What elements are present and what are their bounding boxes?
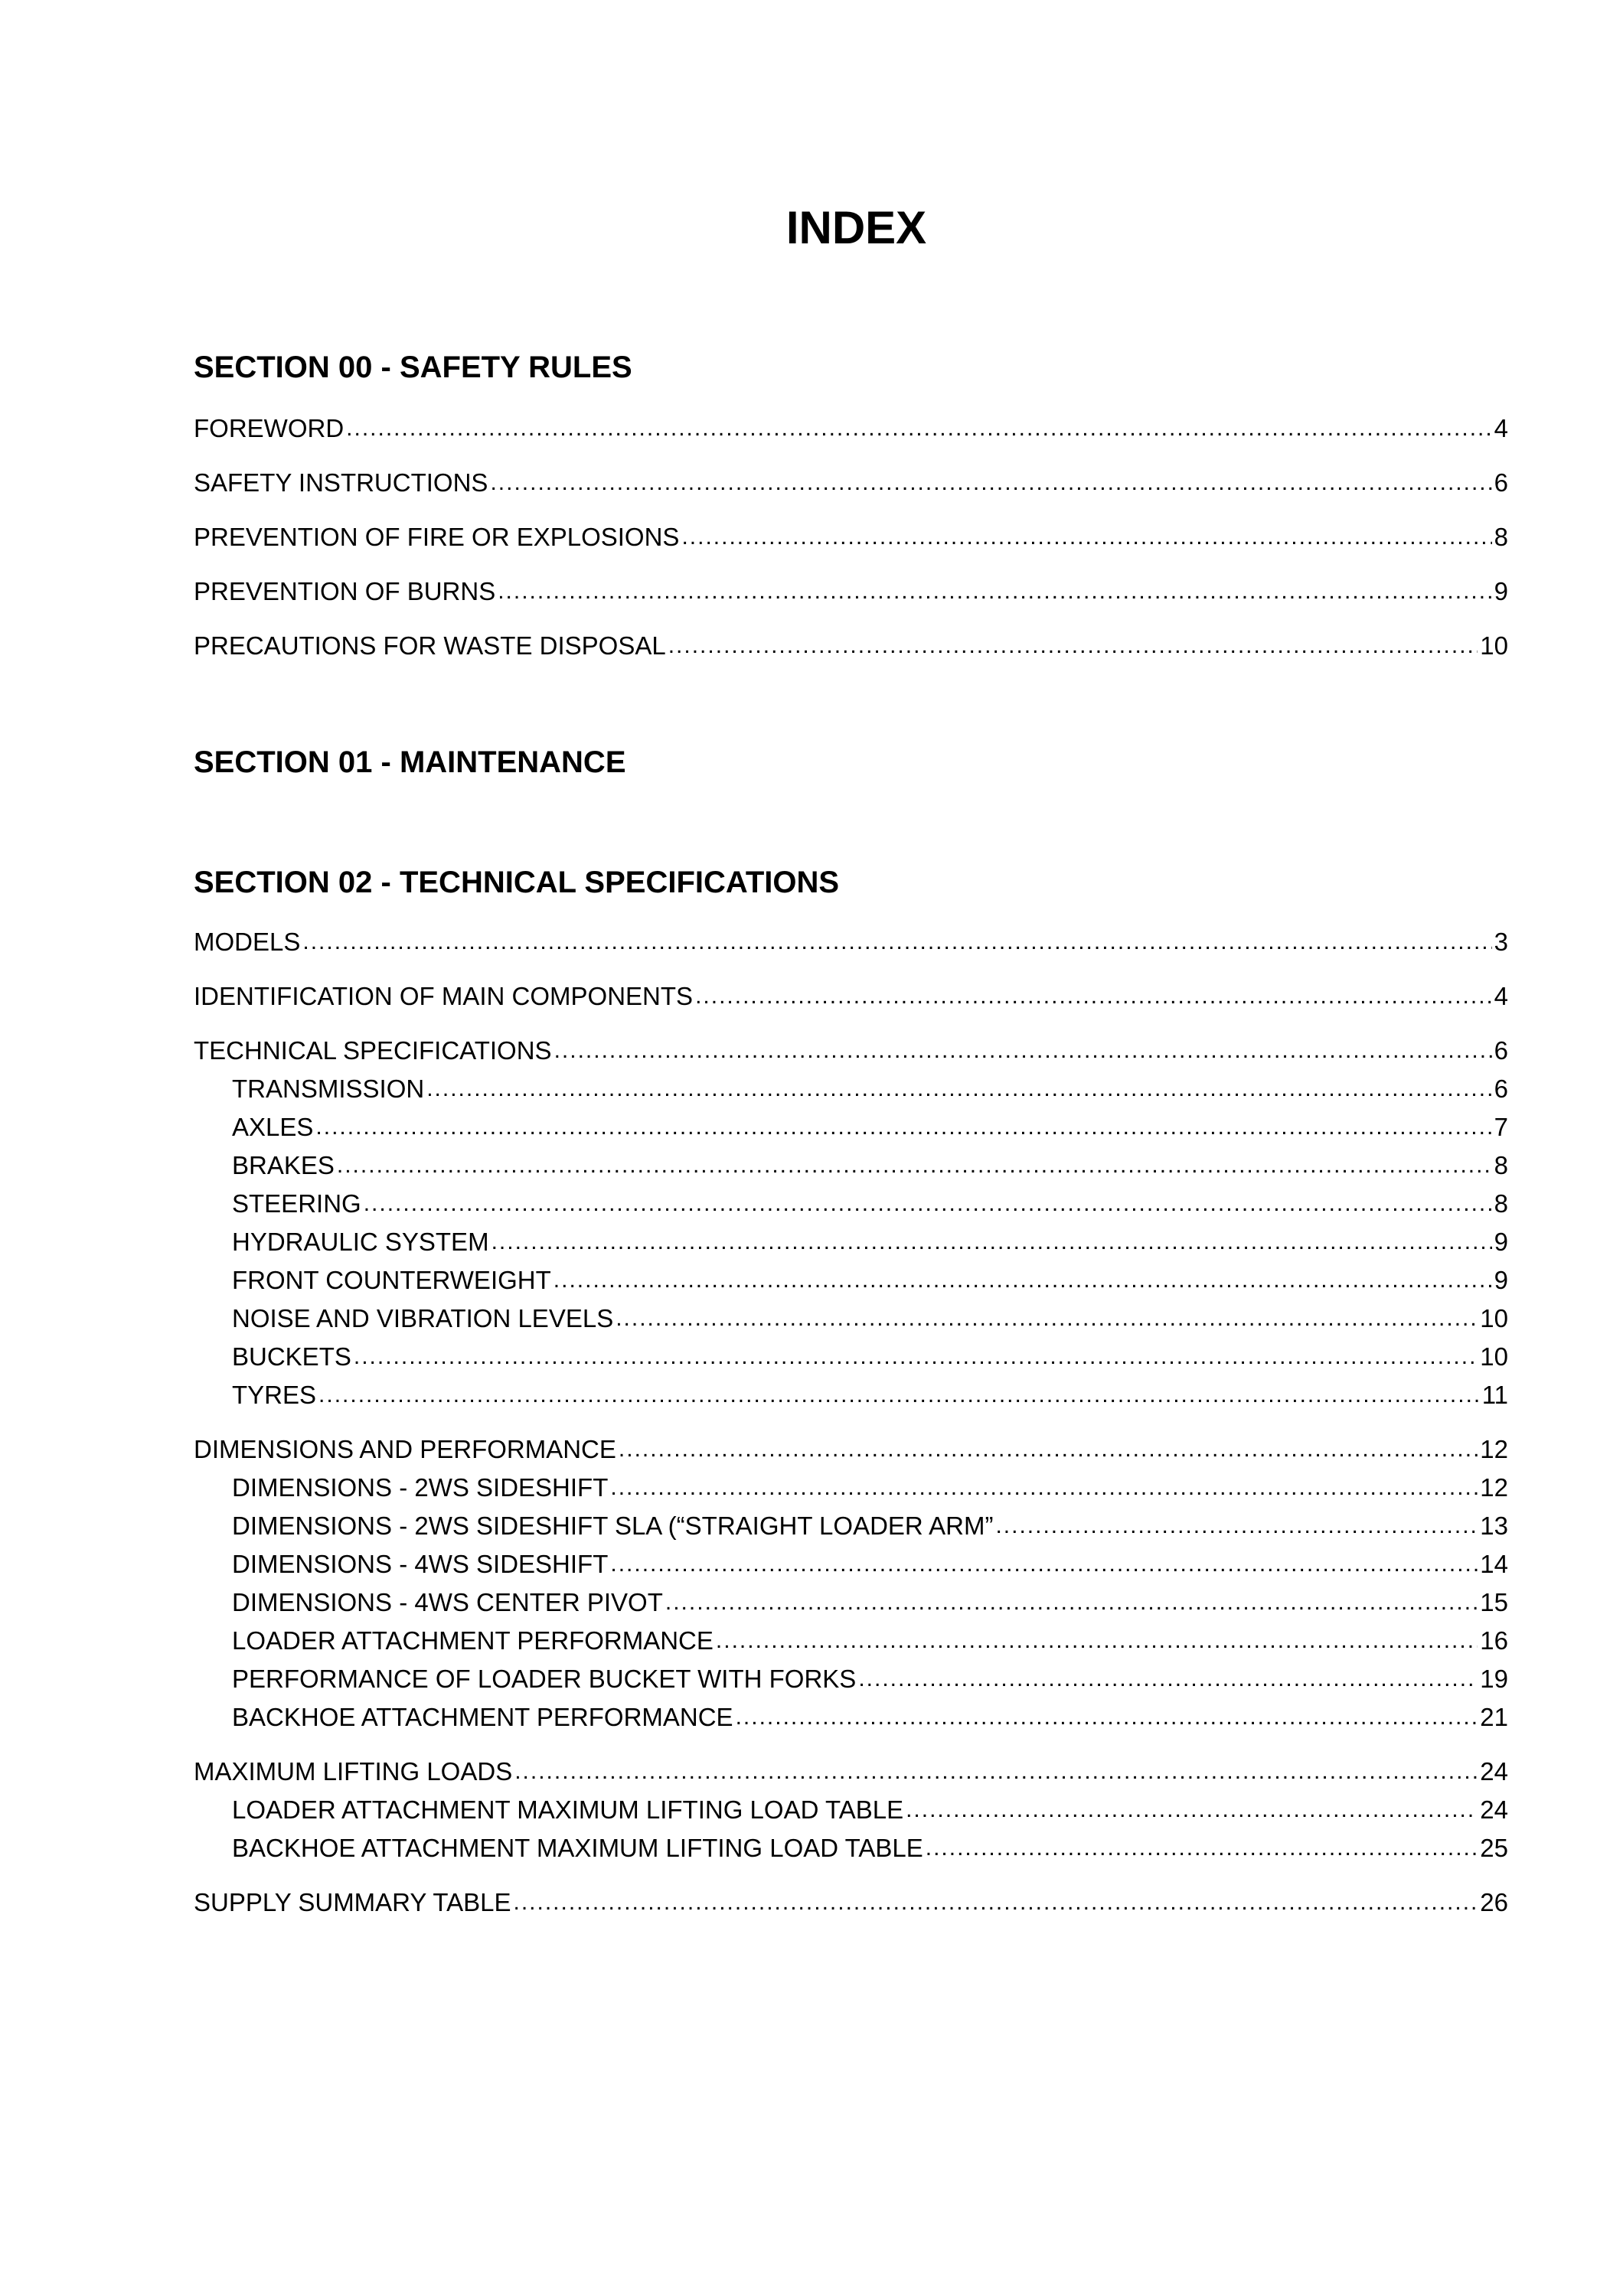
toc-entry-backhoe-attachment-performance[interactable]: [232, 1702, 1508, 1733]
dot-leader: [302, 925, 1491, 957]
toc-entry-dimensions-2ws-sla[interactable]: [232, 1511, 1508, 1541]
toc-entry-page: 14: [1480, 1550, 1508, 1578]
toc-entry-page: 10: [1480, 1342, 1508, 1371]
dot-leader: [681, 520, 1491, 553]
toc-entry-label: MAXIMUM LIFTING LOADS: [194, 1757, 513, 1786]
toc-entry-noise-vibration[interactable]: [232, 1303, 1508, 1334]
toc-entry-axles[interactable]: [232, 1112, 1508, 1143]
toc-entry-page: 26: [1480, 1888, 1508, 1916]
toc-entry-front-counterweight[interactable]: [232, 1265, 1508, 1296]
section-heading-safety-rules: SECTION 00 - SAFETY RULES: [194, 351, 632, 384]
dot-leader: [498, 575, 1491, 607]
dot-leader: [906, 1793, 1478, 1825]
dot-leader: [490, 466, 1491, 498]
toc-entry-tyres[interactable]: [232, 1380, 1508, 1411]
toc-entry-label: STEERING: [232, 1189, 361, 1218]
toc-entry-page: 6: [1494, 1075, 1508, 1103]
toc-entry-label: LOADER ATTACHMENT PERFORMANCE: [232, 1626, 714, 1655]
toc-entry-safety-instructions[interactable]: [194, 468, 1508, 498]
dot-leader: [858, 1662, 1478, 1694]
toc-entry-label: PRECAUTIONS FOR WASTE DISPOSAL: [194, 631, 666, 660]
toc-entry-page: 11: [1481, 1381, 1508, 1409]
toc-entry-waste-disposal[interactable]: [194, 631, 1508, 661]
toc-entry-page: 21: [1480, 1703, 1508, 1731]
toc-entry-dimensions-2ws-sideshift[interactable]: [232, 1473, 1508, 1503]
dot-leader: [514, 1755, 1478, 1787]
dot-leader: [337, 1149, 1492, 1181]
dot-leader: [426, 1072, 1491, 1104]
toc-entry-identification[interactable]: [194, 981, 1508, 1012]
toc-entry-steering[interactable]: [232, 1189, 1508, 1219]
toc-entry-label: SUPPLY SUMMARY TABLE: [194, 1888, 511, 1916]
toc-entry-page: 10: [1480, 1304, 1508, 1332]
dot-leader: [554, 1034, 1492, 1066]
toc-entry-page: 10: [1480, 631, 1508, 660]
toc-entry-dimensions-performance[interactable]: [194, 1434, 1508, 1465]
toc-entry-models[interactable]: [194, 927, 1508, 957]
toc-entry-label: DIMENSIONS - 2WS SIDESHIFT: [232, 1473, 609, 1502]
toc-entry-page: 9: [1494, 1228, 1508, 1256]
toc-entry-prevention-of-burns[interactable]: [194, 576, 1508, 607]
toc-entry-page: 9: [1494, 1266, 1508, 1294]
dot-leader: [554, 1264, 1492, 1296]
toc-entry-label: PERFORMANCE OF LOADER BUCKET WITH FORKS: [232, 1665, 857, 1693]
toc-entry-page: 8: [1494, 1151, 1508, 1179]
toc-entry-supply-summary-table[interactable]: [194, 1887, 1508, 1918]
toc-entry-label: DIMENSIONS AND PERFORMANCE: [194, 1435, 616, 1463]
toc-entry-page: 6: [1494, 1036, 1508, 1065]
toc-entry-backhoe-max-lifting-table[interactable]: [232, 1833, 1508, 1864]
toc-entry-maximum-lifting-loads[interactable]: [194, 1756, 1508, 1787]
toc-entry-label: TYRES: [232, 1381, 317, 1409]
toc-entry-label: DIMENSIONS - 4WS CENTER PIVOT: [232, 1588, 663, 1616]
page-title: INDEX: [785, 202, 927, 253]
toc-entry-page: 3: [1494, 928, 1508, 956]
toc-entry-page: 8: [1494, 1189, 1508, 1218]
toc-entry-page: 7: [1494, 1113, 1508, 1141]
toc-entry-brakes[interactable]: [232, 1150, 1508, 1181]
dot-leader: [346, 412, 1491, 444]
toc-entry-label: SAFETY INSTRUCTIONS: [194, 468, 488, 497]
toc-entry-page: 25: [1480, 1834, 1508, 1862]
toc-entry-transmission[interactable]: [232, 1074, 1508, 1104]
dot-leader: [318, 1378, 1480, 1411]
dot-leader: [665, 1586, 1478, 1618]
toc-entry-label: AXLES: [232, 1113, 314, 1141]
toc-entry-prevention-of-fire[interactable]: [194, 522, 1508, 553]
toc-entry-technical-specifications[interactable]: [194, 1035, 1508, 1066]
toc-entry-label: DIMENSIONS - 4WS SIDESHIFT: [232, 1550, 609, 1578]
dot-leader: [995, 1509, 1478, 1541]
dot-leader: [668, 629, 1478, 661]
toc-entry-page: 13: [1480, 1512, 1508, 1540]
toc-entry-page: 19: [1480, 1665, 1508, 1693]
section-heading-maintenance: SECTION 01 - MAINTENANCE: [194, 745, 626, 779]
toc-entry-label: FRONT COUNTERWEIGHT: [232, 1266, 551, 1294]
toc-entry-hydraulic-system[interactable]: [232, 1227, 1508, 1257]
toc-entry-label: PREVENTION OF FIRE OR EXPLOSIONS: [194, 523, 680, 551]
toc-entry-page: 16: [1480, 1626, 1508, 1655]
toc-entry-label: IDENTIFICATION OF MAIN COMPONENTS: [194, 982, 694, 1010]
toc-entry-dimensions-4ws-sideshift[interactable]: [232, 1549, 1508, 1580]
toc-entry-label: MODELS: [194, 928, 301, 956]
toc-entry-page: 12: [1480, 1473, 1508, 1502]
dot-leader: [514, 1886, 1478, 1918]
dot-leader: [364, 1187, 1492, 1219]
toc-entry-page: 6: [1494, 468, 1508, 497]
toc-entry-page: 12: [1480, 1435, 1508, 1463]
toc-entry-buckets[interactable]: [232, 1342, 1508, 1372]
dot-leader: [695, 980, 1492, 1012]
toc-entry-label: NOISE AND VIBRATION LEVELS: [232, 1304, 614, 1332]
dot-leader: [610, 1471, 1478, 1503]
dot-leader: [716, 1624, 1478, 1656]
toc-entry-page: 8: [1494, 523, 1508, 551]
toc-entry-loader-attachment-performance[interactable]: [232, 1626, 1508, 1656]
toc-entry-page: 24: [1480, 1757, 1508, 1786]
section-heading-technical-specifications: SECTION 02 - TECHNICAL SPECIFICATIONS: [194, 866, 840, 899]
toc-entry-label: FOREWORD: [194, 414, 345, 442]
toc-entry-page: 9: [1494, 577, 1508, 605]
dot-leader: [619, 1433, 1478, 1465]
dot-leader: [315, 1110, 1491, 1143]
toc-entry-label: BRAKES: [232, 1151, 335, 1179]
toc-entry-label: TRANSMISSION: [232, 1075, 425, 1103]
toc-entry-label: BACKHOE ATTACHMENT PERFORMANCE: [232, 1703, 733, 1731]
dot-leader: [491, 1225, 1492, 1257]
toc-entry-loader-max-lifting-table[interactable]: [232, 1795, 1508, 1825]
toc-entry-foreword[interactable]: [194, 413, 1508, 444]
toc-entry-page: 4: [1494, 982, 1508, 1010]
toc-entry-label: LOADER ATTACHMENT MAXIMUM LIFTING LOAD TABLE: [232, 1795, 904, 1824]
dot-leader: [926, 1831, 1478, 1864]
toc-entry-dimensions-4ws-center-pivot[interactable]: [232, 1587, 1508, 1618]
toc-entry-loader-bucket-forks[interactable]: [232, 1664, 1508, 1694]
toc-entry-label: BUCKETS: [232, 1342, 351, 1371]
dot-leader: [354, 1340, 1478, 1372]
toc-entry-label: TECHNICAL SPECIFICATIONS: [194, 1036, 552, 1065]
dot-leader: [616, 1302, 1478, 1334]
dot-leader: [610, 1548, 1478, 1580]
toc-entry-label: PREVENTION OF BURNS: [194, 577, 496, 605]
toc-entry-page: 4: [1494, 414, 1508, 442]
toc-entry-page: 24: [1480, 1795, 1508, 1824]
toc-entry-label: BACKHOE ATTACHMENT MAXIMUM LIFTING LOAD TABLE: [232, 1834, 923, 1862]
toc-entry-label: HYDRAULIC SYSTEM: [232, 1228, 489, 1256]
toc-entry-label: DIMENSIONS - 2WS SIDESHIFT SLA (“STRAIGHT LOADER ARM”: [232, 1512, 994, 1540]
toc-entry-page: 15: [1480, 1588, 1508, 1616]
dot-leader: [736, 1701, 1478, 1733]
